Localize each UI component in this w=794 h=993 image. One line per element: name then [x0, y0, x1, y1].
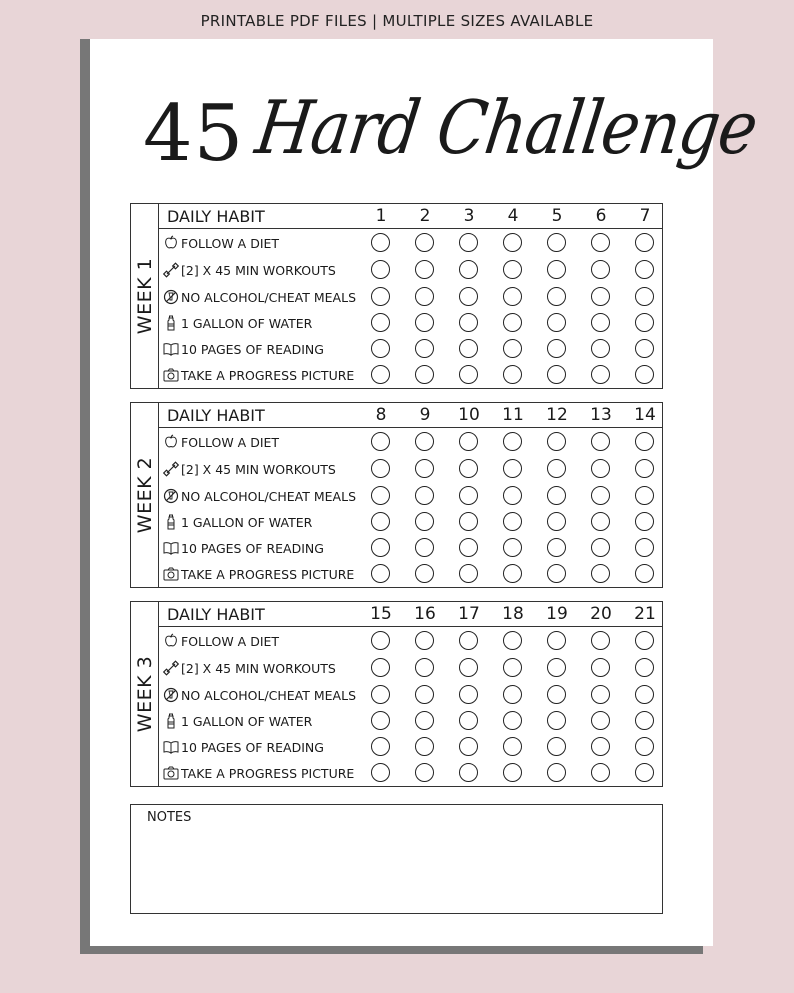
habit-checkbox[interactable] [371, 711, 390, 730]
habit-checkbox[interactable] [371, 339, 390, 358]
habit-label: 10 PAGES OF READING [181, 739, 324, 755]
habit-checkbox[interactable] [591, 711, 610, 730]
title-script: Hard Challenge [250, 86, 762, 172]
day-number: 11 [502, 405, 524, 425]
day-number: 17 [458, 604, 480, 624]
habit-checkbox[interactable] [459, 538, 478, 557]
habit-label: TAKE A PROGRESS PICTURE [181, 566, 355, 582]
habit-checkbox[interactable] [547, 564, 566, 583]
habit-row-label [163, 230, 279, 256]
book-icon [163, 341, 179, 357]
camera-icon [163, 765, 179, 781]
habit-checkbox[interactable] [371, 365, 390, 384]
habit-label: TAKE A PROGRESS PICTURE [181, 367, 355, 383]
habit-checkbox[interactable] [591, 631, 610, 650]
habit-checkbox[interactable] [371, 287, 390, 306]
habit-row-label [163, 760, 354, 786]
habit-checkbox[interactable] [635, 287, 654, 306]
habit-label: FOLLOW A DIET [181, 434, 280, 450]
week-2-tracker [130, 402, 663, 588]
habit-checkbox[interactable] [635, 711, 654, 730]
habit-label: NO ALCOHOL/CHEAT MEALS [181, 289, 357, 305]
book-icon [163, 739, 179, 755]
habit-row-label [163, 257, 336, 283]
day-number: 16 [414, 604, 436, 624]
habit-checkbox[interactable] [459, 512, 478, 531]
habit-checkbox[interactable] [415, 737, 434, 756]
habit-checkbox[interactable] [591, 365, 610, 384]
habit-checkbox[interactable] [635, 486, 654, 505]
week-label [131, 204, 159, 388]
habit-checkbox[interactable] [371, 313, 390, 332]
habit-checkbox[interactable] [415, 486, 434, 505]
habit-checkbox[interactable] [591, 538, 610, 557]
habit-checkbox[interactable] [415, 260, 434, 279]
day-number: 19 [546, 604, 568, 624]
dumbbell-icon [163, 262, 179, 278]
habit-row-label [163, 734, 324, 760]
habit-checkbox[interactable] [547, 737, 566, 756]
day-number: 18 [502, 604, 524, 624]
habit-checkbox[interactable] [547, 658, 566, 677]
header-row [159, 403, 662, 428]
habit-checkbox[interactable] [503, 564, 522, 583]
habit-checkbox[interactable] [459, 685, 478, 704]
book-icon [163, 540, 179, 556]
day-number: 14 [634, 405, 656, 425]
habit-checkbox[interactable] [503, 365, 522, 384]
day-number: 21 [634, 604, 656, 624]
habit-checkbox[interactable] [415, 365, 434, 384]
habit-checkbox[interactable] [371, 631, 390, 650]
habit-checkbox[interactable] [547, 432, 566, 451]
notes-label: NOTES [147, 810, 192, 825]
week-label-text: WEEK 2 [133, 456, 156, 534]
habit-checkbox[interactable] [415, 658, 434, 677]
habit-checkbox[interactable] [459, 432, 478, 451]
habit-checkbox[interactable] [635, 763, 654, 782]
habit-checkbox[interactable] [635, 512, 654, 531]
habit-checkbox[interactable] [415, 459, 434, 478]
habit-row-label [163, 336, 324, 362]
day-number: 9 [419, 405, 431, 425]
daily-habit-header: DAILY HABIT [167, 605, 265, 624]
habit-label: TAKE A PROGRESS PICTURE [181, 765, 355, 781]
habit-checkbox[interactable] [635, 631, 654, 650]
habit-checkbox[interactable] [459, 233, 478, 252]
habit-label: [2] X 45 MIN WORKOUTS [181, 461, 336, 477]
habit-checkbox[interactable] [503, 512, 522, 531]
habit-checkbox[interactable] [503, 538, 522, 557]
habit-checkbox[interactable] [415, 313, 434, 332]
habit-label: 1 GALLON OF WATER [181, 315, 313, 331]
habit-checkbox[interactable] [591, 260, 610, 279]
habit-checkbox[interactable] [371, 658, 390, 677]
habit-checkbox[interactable] [635, 313, 654, 332]
habit-checkbox[interactable] [635, 432, 654, 451]
habit-checkbox[interactable] [547, 365, 566, 384]
habit-checkbox[interactable] [415, 432, 434, 451]
header-row [159, 204, 662, 229]
habit-checkbox[interactable] [591, 339, 610, 358]
habit-checkbox[interactable] [503, 711, 522, 730]
habit-checkbox[interactable] [459, 631, 478, 650]
day-number: 2 [419, 206, 431, 226]
habit-row-label [163, 483, 356, 509]
habit-grid [159, 204, 662, 388]
habit-checkbox[interactable] [503, 459, 522, 478]
dumbbell-icon [163, 461, 179, 477]
habit-checkbox[interactable] [547, 313, 566, 332]
day-number: 4 [507, 206, 519, 226]
habit-row-label [163, 682, 356, 708]
camera-icon [163, 367, 179, 383]
habit-checkbox[interactable] [371, 260, 390, 279]
habit-checkbox[interactable] [635, 538, 654, 557]
habit-row-label [163, 284, 356, 310]
habit-checkbox[interactable] [459, 737, 478, 756]
habit-checkbox[interactable] [591, 233, 610, 252]
water-bottle-icon [163, 315, 179, 331]
habit-checkbox[interactable] [503, 260, 522, 279]
habit-checkbox[interactable] [415, 685, 434, 704]
habit-row-label [163, 708, 312, 734]
apple-icon [163, 235, 179, 251]
day-number: 3 [463, 206, 475, 226]
habit-checkbox[interactable] [591, 313, 610, 332]
day-number: 12 [546, 405, 568, 425]
daily-habit-header: DAILY HABIT [167, 207, 265, 226]
habit-checkbox[interactable] [635, 459, 654, 478]
habit-checkbox[interactable] [371, 432, 390, 451]
habit-checkbox[interactable] [635, 685, 654, 704]
habit-checkbox[interactable] [459, 459, 478, 478]
habit-checkbox[interactable] [371, 763, 390, 782]
habit-checkbox[interactable] [503, 313, 522, 332]
habit-row-label [163, 535, 324, 561]
habit-checkbox[interactable] [547, 711, 566, 730]
day-number: 8 [375, 405, 387, 425]
week-3-tracker [130, 601, 663, 787]
water-bottle-icon [163, 713, 179, 729]
habit-grid [159, 403, 662, 587]
habit-checkbox[interactable] [591, 512, 610, 531]
week-label-text: WEEK 1 [133, 257, 156, 335]
week-label [131, 602, 159, 786]
habit-checkbox[interactable] [547, 486, 566, 505]
habit-checkbox[interactable] [547, 287, 566, 306]
habit-label: [2] X 45 MIN WORKOUTS [181, 660, 336, 676]
habit-checkbox[interactable] [503, 486, 522, 505]
habit-checkbox[interactable] [371, 538, 390, 557]
habit-checkbox[interactable] [459, 763, 478, 782]
habit-grid [159, 602, 662, 786]
habit-checkbox[interactable] [371, 737, 390, 756]
habit-checkbox[interactable] [591, 432, 610, 451]
habit-checkbox[interactable] [591, 486, 610, 505]
habit-checkbox[interactable] [591, 763, 610, 782]
day-number: 1 [375, 206, 387, 226]
habit-checkbox[interactable] [547, 459, 566, 478]
no-alcohol-icon [163, 289, 179, 305]
header-row [159, 602, 662, 627]
habit-checkbox[interactable] [503, 685, 522, 704]
habit-row-label [163, 628, 279, 654]
habit-checkbox[interactable] [503, 233, 522, 252]
habit-checkbox[interactable] [547, 538, 566, 557]
habit-checkbox[interactable] [547, 512, 566, 531]
habit-checkbox[interactable] [635, 564, 654, 583]
habit-checkbox[interactable] [635, 260, 654, 279]
no-alcohol-icon [163, 488, 179, 504]
habit-row-label [163, 509, 312, 535]
habit-checkbox[interactable] [591, 737, 610, 756]
habit-label: 1 GALLON OF WATER [181, 713, 313, 729]
habit-checkbox[interactable] [459, 287, 478, 306]
habit-checkbox[interactable] [547, 685, 566, 704]
habit-checkbox[interactable] [459, 658, 478, 677]
day-number: 7 [639, 206, 651, 226]
habit-checkbox[interactable] [459, 260, 478, 279]
habit-label: 1 GALLON OF WATER [181, 514, 313, 530]
habit-checkbox[interactable] [547, 763, 566, 782]
habit-checkbox[interactable] [459, 313, 478, 332]
no-alcohol-icon [163, 687, 179, 703]
habit-checkbox[interactable] [459, 339, 478, 358]
habit-checkbox[interactable] [547, 339, 566, 358]
habit-checkbox[interactable] [591, 564, 610, 583]
habit-label: FOLLOW A DIET [181, 235, 280, 251]
habit-checkbox[interactable] [371, 233, 390, 252]
habit-checkbox[interactable] [547, 260, 566, 279]
apple-icon [163, 434, 179, 450]
day-number: 15 [370, 604, 392, 624]
habit-label: FOLLOW A DIET [181, 633, 280, 649]
title-number: 45 [143, 89, 245, 179]
day-number: 10 [458, 405, 480, 425]
habit-checkbox[interactable] [415, 631, 434, 650]
habit-checkbox[interactable] [371, 564, 390, 583]
habit-checkbox[interactable] [591, 658, 610, 677]
habit-checkbox[interactable] [547, 233, 566, 252]
habit-checkbox[interactable] [415, 339, 434, 358]
habit-checkbox[interactable] [591, 685, 610, 704]
daily-habit-header: DAILY HABIT [167, 406, 265, 425]
habit-checkbox[interactable] [459, 711, 478, 730]
habit-row-label [163, 310, 312, 336]
habit-checkbox[interactable] [415, 287, 434, 306]
habit-checkbox[interactable] [547, 631, 566, 650]
habit-checkbox[interactable] [459, 365, 478, 384]
habit-label: NO ALCOHOL/CHEAT MEALS [181, 687, 357, 703]
habit-checkbox[interactable] [503, 287, 522, 306]
week-label [131, 403, 159, 587]
habit-checkbox[interactable] [635, 365, 654, 384]
habit-checkbox[interactable] [503, 763, 522, 782]
habit-checkbox[interactable] [635, 658, 654, 677]
habit-checkbox[interactable] [415, 564, 434, 583]
day-number: 13 [590, 405, 612, 425]
habit-row-label [163, 362, 354, 388]
habit-row-label [163, 561, 354, 587]
habit-checkbox[interactable] [415, 233, 434, 252]
habit-checkbox[interactable] [371, 486, 390, 505]
day-number: 5 [551, 206, 563, 226]
habit-checkbox[interactable] [503, 737, 522, 756]
day-number: 20 [590, 604, 612, 624]
notes-box[interactable] [130, 804, 663, 914]
banner-text: PRINTABLE PDF FILES | MULTIPLE SIZES AVAILABLE [200, 12, 594, 30]
habit-label: [2] X 45 MIN WORKOUTS [181, 262, 336, 278]
habit-label: 10 PAGES OF READING [181, 540, 324, 556]
habit-checkbox[interactable] [635, 233, 654, 252]
habit-checkbox[interactable] [415, 711, 434, 730]
habit-checkbox[interactable] [415, 538, 434, 557]
habit-checkbox[interactable] [371, 685, 390, 704]
habit-checkbox[interactable] [371, 512, 390, 531]
habit-row-label [163, 456, 336, 482]
water-bottle-icon [163, 514, 179, 530]
habit-checkbox[interactable] [503, 432, 522, 451]
habit-checkbox[interactable] [459, 486, 478, 505]
day-number: 6 [595, 206, 607, 226]
habit-checkbox[interactable] [503, 631, 522, 650]
habit-checkbox[interactable] [635, 737, 654, 756]
habit-label: 10 PAGES OF READING [181, 341, 324, 357]
habit-label: NO ALCOHOL/CHEAT MEALS [181, 488, 357, 504]
habit-checkbox[interactable] [459, 564, 478, 583]
habit-checkbox[interactable] [503, 658, 522, 677]
habit-checkbox[interactable] [591, 459, 610, 478]
habit-checkbox[interactable] [635, 339, 654, 358]
habit-checkbox[interactable] [415, 763, 434, 782]
habit-checkbox[interactable] [371, 459, 390, 478]
habit-checkbox[interactable] [415, 512, 434, 531]
habit-row-label [163, 655, 336, 681]
habit-checkbox[interactable] [591, 287, 610, 306]
camera-icon [163, 566, 179, 582]
week-label-text: WEEK 3 [133, 655, 156, 733]
week-1-tracker [130, 203, 663, 389]
dumbbell-icon [163, 660, 179, 676]
apple-icon [163, 633, 179, 649]
habit-row-label [163, 429, 279, 455]
habit-checkbox[interactable] [503, 339, 522, 358]
